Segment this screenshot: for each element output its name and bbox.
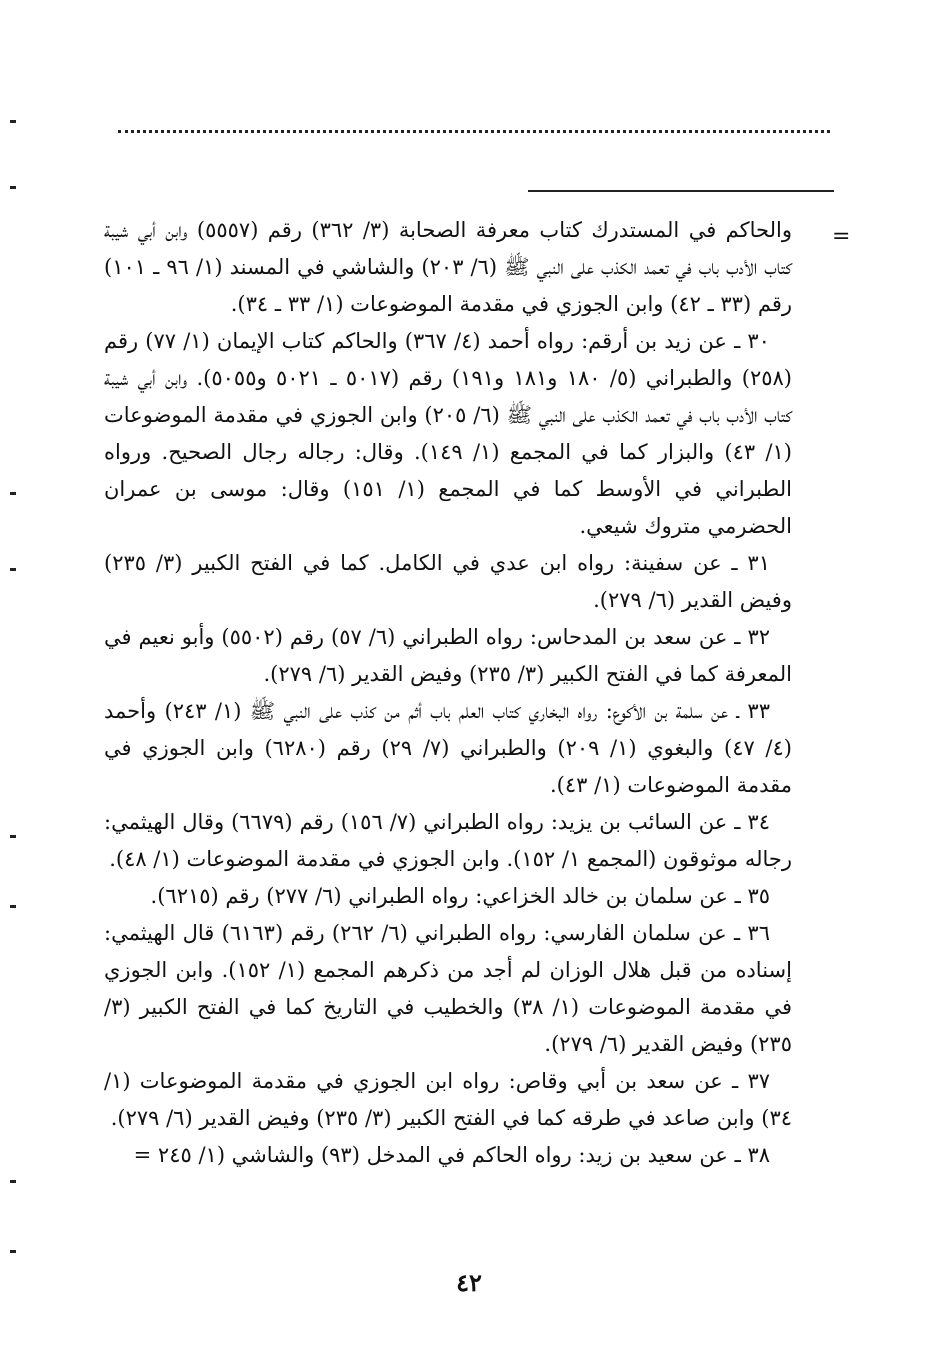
margin-mark bbox=[10, 492, 16, 495]
footnote-31: ٣١ ـ عن سفينة: رواه ابن عدي في الكامل. كما في الفتح الكبير (٣/ ٢٣٥) وفيض القدير (٦/ ٢٧٩). bbox=[104, 551, 792, 612]
margin-mark bbox=[10, 1180, 16, 1183]
footnote-38: ٣٨ ـ عن سعيد بن زيد: رواه الحاكم في المدخل (٩٣) والشاشي (١/ ٢٤٥ = bbox=[133, 1143, 770, 1167]
header-dotted-rule bbox=[118, 130, 830, 133]
footnote-separator-rule bbox=[528, 190, 834, 192]
continuation-marker: = bbox=[832, 224, 851, 249]
footnote-35: ٣٥ ـ عن سلمان بن خالد الخزاعي: رواه الطبراني (٦/ ٢٧٧) رقم (٦٢١٥). bbox=[150, 884, 770, 908]
margin-mark bbox=[10, 186, 16, 189]
end-continuation-marker: = bbox=[133, 1143, 152, 1167]
margin-mark bbox=[10, 120, 16, 123]
footnote-30: ٣٠ ـ عن زيد بن أرقم: رواه أحمد (٤/ ٣٦٧) والحاكم كتاب الإيمان (١/ ٧٧) رقم (٢٥٨) والطبراني (٥/ ١٨٠ و١٨١ و١٩١) رقم (٥٠١٧ ـ ٥٠٢١ و٥٠٥٥). وابن أبي شيبة كتاب الأدب باب في تعمد الكذب على النبي ﷺ (٦/ ٢٠٥) وابن الجوزي في مقدمة الموضوعات (١/ ٤٣) والبزار كما في المجمع (١/ ١٤٩). وقال: رجاله رجال الصحيح. ورواه الطبراني في الأوسط كما في المجمع (١/ ١٥١) وقال: موسى بن عمران الحضرمي متروك شيعي. bbox=[104, 329, 792, 538]
footnote-32: ٣٢ ـ عن سعد بن المدحاس: رواه الطبراني (٦/ ٥٧) رقم (٥٥٠٢) وأبو نعيم في المعرفة كما في الفتح الكبير (٣/ ٢٣٥) وفيض القدير (٦/ ٢٧٩). bbox=[104, 625, 792, 686]
margin-mark bbox=[10, 1250, 16, 1253]
footnote-37: ٣٧ ـ عن سعد بن أبي وقاص: رواه ابن الجوزي في مقدمة الموضوعات (١/ ٣٤) وابن صاعد في طرقه كما في الفتح الكبير (٣/ ٢٣٥) وفيض القدير (٦/ ٢٧٩). bbox=[104, 1069, 792, 1130]
footnote-continued: والحاكم في المستدرك كتاب معرفة الصحابة (٣/ ٣٦٢) رقم (٥٥٥٧) وابن أبي شيبة كتاب الأدب باب في تعمد الكذب على النبي ﷺ (٦/ ٢٠٣) والشاشي في المسند (١/ ٩٦ ـ ١٠١) رقم (٣٣ ـ ٤٢) وابن الجوزي في مقدمة الموضوعات (١/ ٣٣ ـ ٣٤). bbox=[104, 218, 792, 316]
margin-mark bbox=[10, 835, 16, 838]
margin-mark bbox=[10, 568, 16, 571]
footnotes-block bbox=[104, 212, 792, 1174]
page-number: ٤٢ bbox=[456, 1268, 482, 1297]
footnote-33: ٣٣ ـ عن سلمة بن الأكوع: رواه البخاري كتاب العلم باب أثم من كذب على النبي ﷺ (١/ ٢٤٣) وأحمد (٤/ ٤٧) والبغوي (١/ ٢٠٩) والطبراني (٧/ ٢٩) رقم (٦٢٨٠) وابن الجوزي في مقدمة الموضوعات (١/ ٤٣). bbox=[104, 699, 792, 797]
footnote-36: ٣٦ ـ عن سلمان الفارسي: رواه الطبراني (٦/ ٢٦٢) رقم (٦١٦٣) قال الهيثمي: إسناده من قبل هلال الوزان لم أجد من ذكرهم المجمع (١/ ١٥٢). وابن الجوزي في مقدمة الموضوعات (١/ ٣٨) والخطيب في التاريخ كما في الفتح الكبير (٣/ ٢٣٥) وفيض القدير (٦/ ٢٧٩). bbox=[104, 921, 792, 1056]
footnote-34: ٣٤ ـ عن السائب بن يزيد: رواه الطبراني (٧/ ١٥٦) رقم (٦٦٧٩) وقال الهيثمي: رجاله موثوقون (المجمع ١/ ١٥٢). وابن الجوزي في مقدمة الموضوعات (١/ ٤٨). bbox=[104, 810, 792, 871]
margin-mark bbox=[10, 905, 16, 908]
